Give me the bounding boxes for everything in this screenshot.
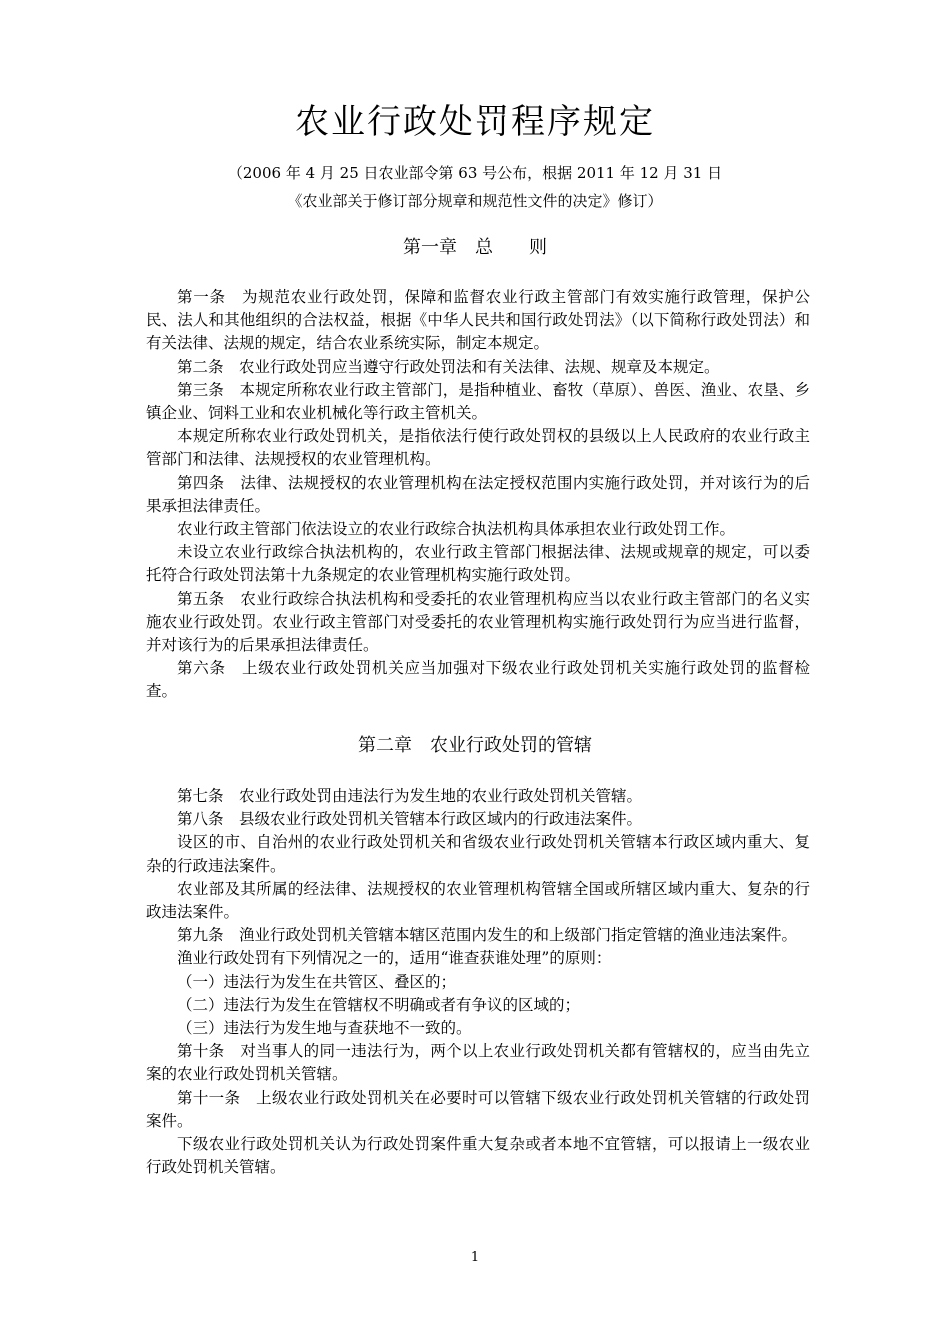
paragraph: （一）违法行为发生在共管区、叠区的；: [177, 972, 457, 991]
chapter-2-body: [146, 785, 810, 1179]
document-subtitle-line-1: （2006 年 4 月 25 日农业部令第 63 号公布，根据 2011 年 12 月 31 日: [227, 164, 723, 182]
page-number: 1: [470, 1250, 480, 1265]
paragraph: 农业行政主管部门依法设立的农业行政综合执法机构具体承担农业行政处罚工作。: [177, 520, 736, 539]
document-title: 农业行政处罚程序规定: [295, 102, 655, 142]
paragraph: 第一条 为规范农业行政处罚，保障和监督农业行政主管部门有效实施行政管理，保护公民、法人和其他组织的合法权益，根据《中华人民共和国行政处罚法》（以下简称行政处罚法）和有关法律、法规的规定，结合农业系统实际，制定本规定。: [146, 288, 810, 353]
paragraph: 设区的市、自治州的农业行政处罚机关和省级农业行政处罚机关管辖本行政区域内重大、复杂的行政违法案件。: [146, 833, 810, 875]
paragraph: 本规定所称农业行政处罚机关，是指依法行使行政处罚权的县级以上人民政府的农业行政主管部门和法律、法规授权的农业管理机构。: [146, 427, 810, 469]
paragraph: （二）违法行为发生在管辖权不明确或者有争议的区域的；: [177, 995, 581, 1014]
paragraph: 下级农业行政处罚机关认为行政处罚案件重大复杂或者本地不宜管辖，可以报请上一级农业行政处罚机关管辖。: [146, 1135, 810, 1177]
paragraph: 第九条 渔业行政处罚机关管辖本辖区范围内发生的和上级部门指定管辖的渔业违法案件。: [177, 926, 798, 945]
chapter-1-body: [146, 286, 810, 704]
paragraph: 未设立农业行政综合执法机构的，农业行政主管部门根据法律、法规或规章的规定，可以委托符合行政处罚法第十九条规定的农业管理机构实施行政处罚。: [146, 543, 810, 585]
document-subtitle-line-2: 《农业部关于修订部分规章和规范性文件的决定》修订）: [287, 192, 663, 210]
paragraph: 农业部及其所属的经法律、法规授权的农业管理机构管辖全国或所辖区域内重大、复杂的行政违法案件。: [146, 879, 810, 922]
paragraph: 第六条 上级农业行政处罚机关应当加强对下级农业行政处罚机关实施行政处罚的监督检查。: [146, 659, 810, 701]
paragraph: 第二条 农业行政处罚应当遵守行政处罚法和有关法律、法规、规章及本规定。: [177, 357, 720, 376]
paragraph: 第十一条 上级农业行政处罚机关在必要时可以管辖下级农业行政处罚机关管辖的行政处罚案件。: [146, 1088, 810, 1130]
chapter-1-heading: 第一章 总 则: [403, 237, 547, 258]
paragraph: 渔业行政处罚有下列情况之一的，适用“谁查获谁处理”的原则：: [177, 949, 612, 968]
paragraph: 第三条 本规定所称农业行政主管部门，是指种植业、畜牧（草原）、兽医、渔业、农垦、乡镇企业、饲料工业和农业机械化等行政主管机关。: [146, 380, 810, 423]
paragraph: 第十条 对当事人的同一违法行为，两个以上农业行政处罚机关都有管辖权的，应当由先立案的农业行政处罚机关管辖。: [146, 1042, 810, 1084]
paragraph: 第四条 法律、法规授权的农业管理机构在法定授权范围内实施行政处罚，并对该行为的后果承担法律责任。: [146, 473, 810, 515]
paragraph: 第七条 农业行政处罚由违法行为发生地的农业行政处罚机关管辖。: [177, 787, 643, 805]
paragraph: （三）违法行为发生地与查获地不一致的。: [177, 1019, 472, 1038]
paragraph: 第八条 县级农业行政处罚机关管辖本行政区域内的行政违法案件。: [177, 810, 643, 829]
paragraph: 第五条 农业行政综合执法机构和受委托的农业管理机构应当以农业行政主管部门的名义实施农业行政处罚。农业行政主管部门对受委托的农业管理机构实施行政处罚行为应当进行监督，并对该行为的后果承担法律责任。: [146, 589, 810, 655]
chapter-2-heading: 第二章 农业行政处罚的管辖: [358, 735, 592, 756]
